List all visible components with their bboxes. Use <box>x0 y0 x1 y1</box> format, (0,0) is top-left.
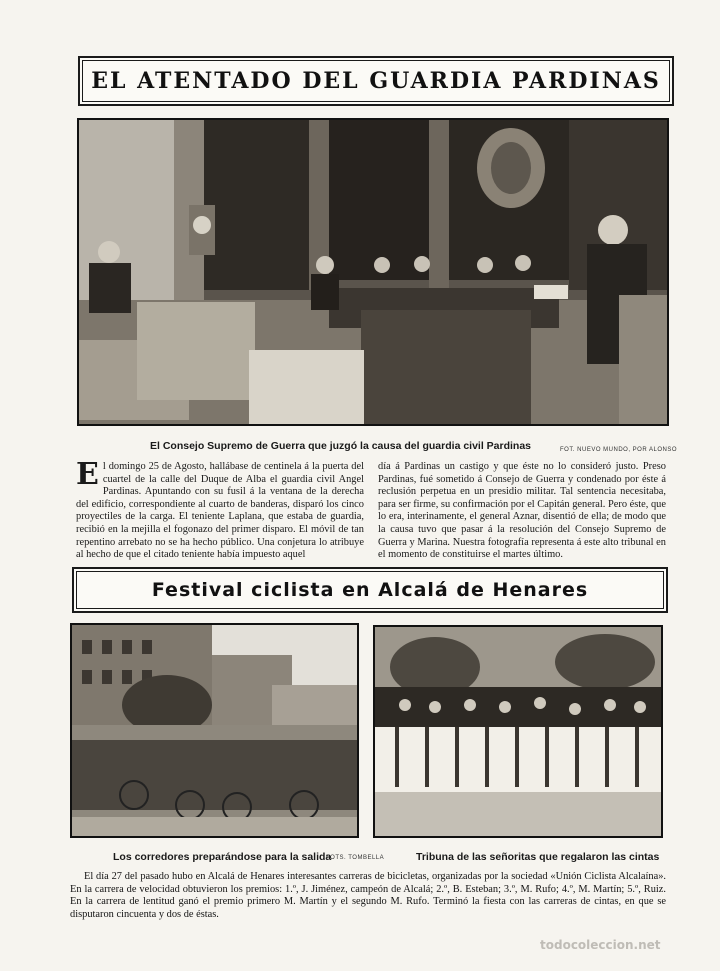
caption-corredores: Los corredores preparándose para la salida <box>113 851 332 863</box>
headline-box-festival <box>72 567 668 613</box>
tribune-illustration <box>375 627 661 836</box>
headline-box-atentado <box>78 56 674 106</box>
photo-tribuna <box>373 625 663 838</box>
headline-atentado: EL ATENTADO DEL GUARDIA PARDINAS <box>91 68 661 94</box>
watermark: todocoleccion.net <box>540 938 661 952</box>
article-atentado-left <box>76 457 364 562</box>
caption-tribuna: Tribuna de las señoritas que regalaron las cintas <box>416 851 660 863</box>
credit-nuevo-mundo: FOT. NUEVO MUNDO, POR ALONSO <box>560 447 678 453</box>
courtroom-illustration <box>79 120 667 424</box>
caption-consejo-supremo: El Consejo Supremo de Guerra que juzgó la causa del guardia civil Pardinas <box>150 440 532 452</box>
photo-consejo-supremo <box>77 118 669 426</box>
cyclists-illustration <box>72 625 357 836</box>
dropcap: E <box>76 457 99 492</box>
article-festival: El día 27 del pasado hubo en Alcalá de Henares interesantes carreras de bicicletas, organizadas por la sociedad «Unión Ciclista Alcalaína». En la carrera de velocidad obtuvieron los premios: 1.º, J. Jiménez, campeón de Alcalá; 2.º, B. Esteban; 3.º, M. Rufo; 4.º, M. Martín; 5.º, Ruiz. En la carrera de lentitud ganó el premio primero M. Martín y el segundo M. Rufo. Terminó la fiesta con las carreras de cintas, en que se disputaron cincuenta y dos de éstas. <box>70 871 666 920</box>
headline-festival: Festival ciclista en Alcalá de Henares <box>151 579 589 601</box>
article-atentado-left-text: l domingo 25 de Agosto, hallábase de centinela á la puerta del cuartel de la calle del Duque de Alba el guardia civil Angel Pardinas. Apuntando con su fusil á la ventana de la derecha del edificio, correspondiente al cuarto de banderas, disparó los cinco proyectiles de la carga. El teniente Laplana, que estaba de guardia, recibió en la mejilla el fogonazo del primer disparo. El móvil de tan repentino arrebato no se ha hecho público. Una conjetura lo atribuye al hecho de que el citado teniente había impuesto aquel <box>76 461 364 561</box>
photo-corredores <box>70 623 359 838</box>
credit-tombella: FOTS. TOMBELLA <box>326 855 385 861</box>
article-atentado-right: día á Pardinas un castigo y que éste no lo consideró justo. Preso Pardinas, fué sometido á Consejo de Guerra y condenado por éste á reclusión perpetua en un presidio militar. Tal sentencia necesitaba, para ser firme, su confirmación por el Capitán general. Pero éste, que lo era, interinamente, el general Aznar, disentió de ella; de modo que la causa tuvo que pasar á la resolución del Consejo Supremo de Guerra y Marina. Nuestra fotografía representa á este alto tribunal en el momento de constituirse el martes último. <box>378 461 666 561</box>
